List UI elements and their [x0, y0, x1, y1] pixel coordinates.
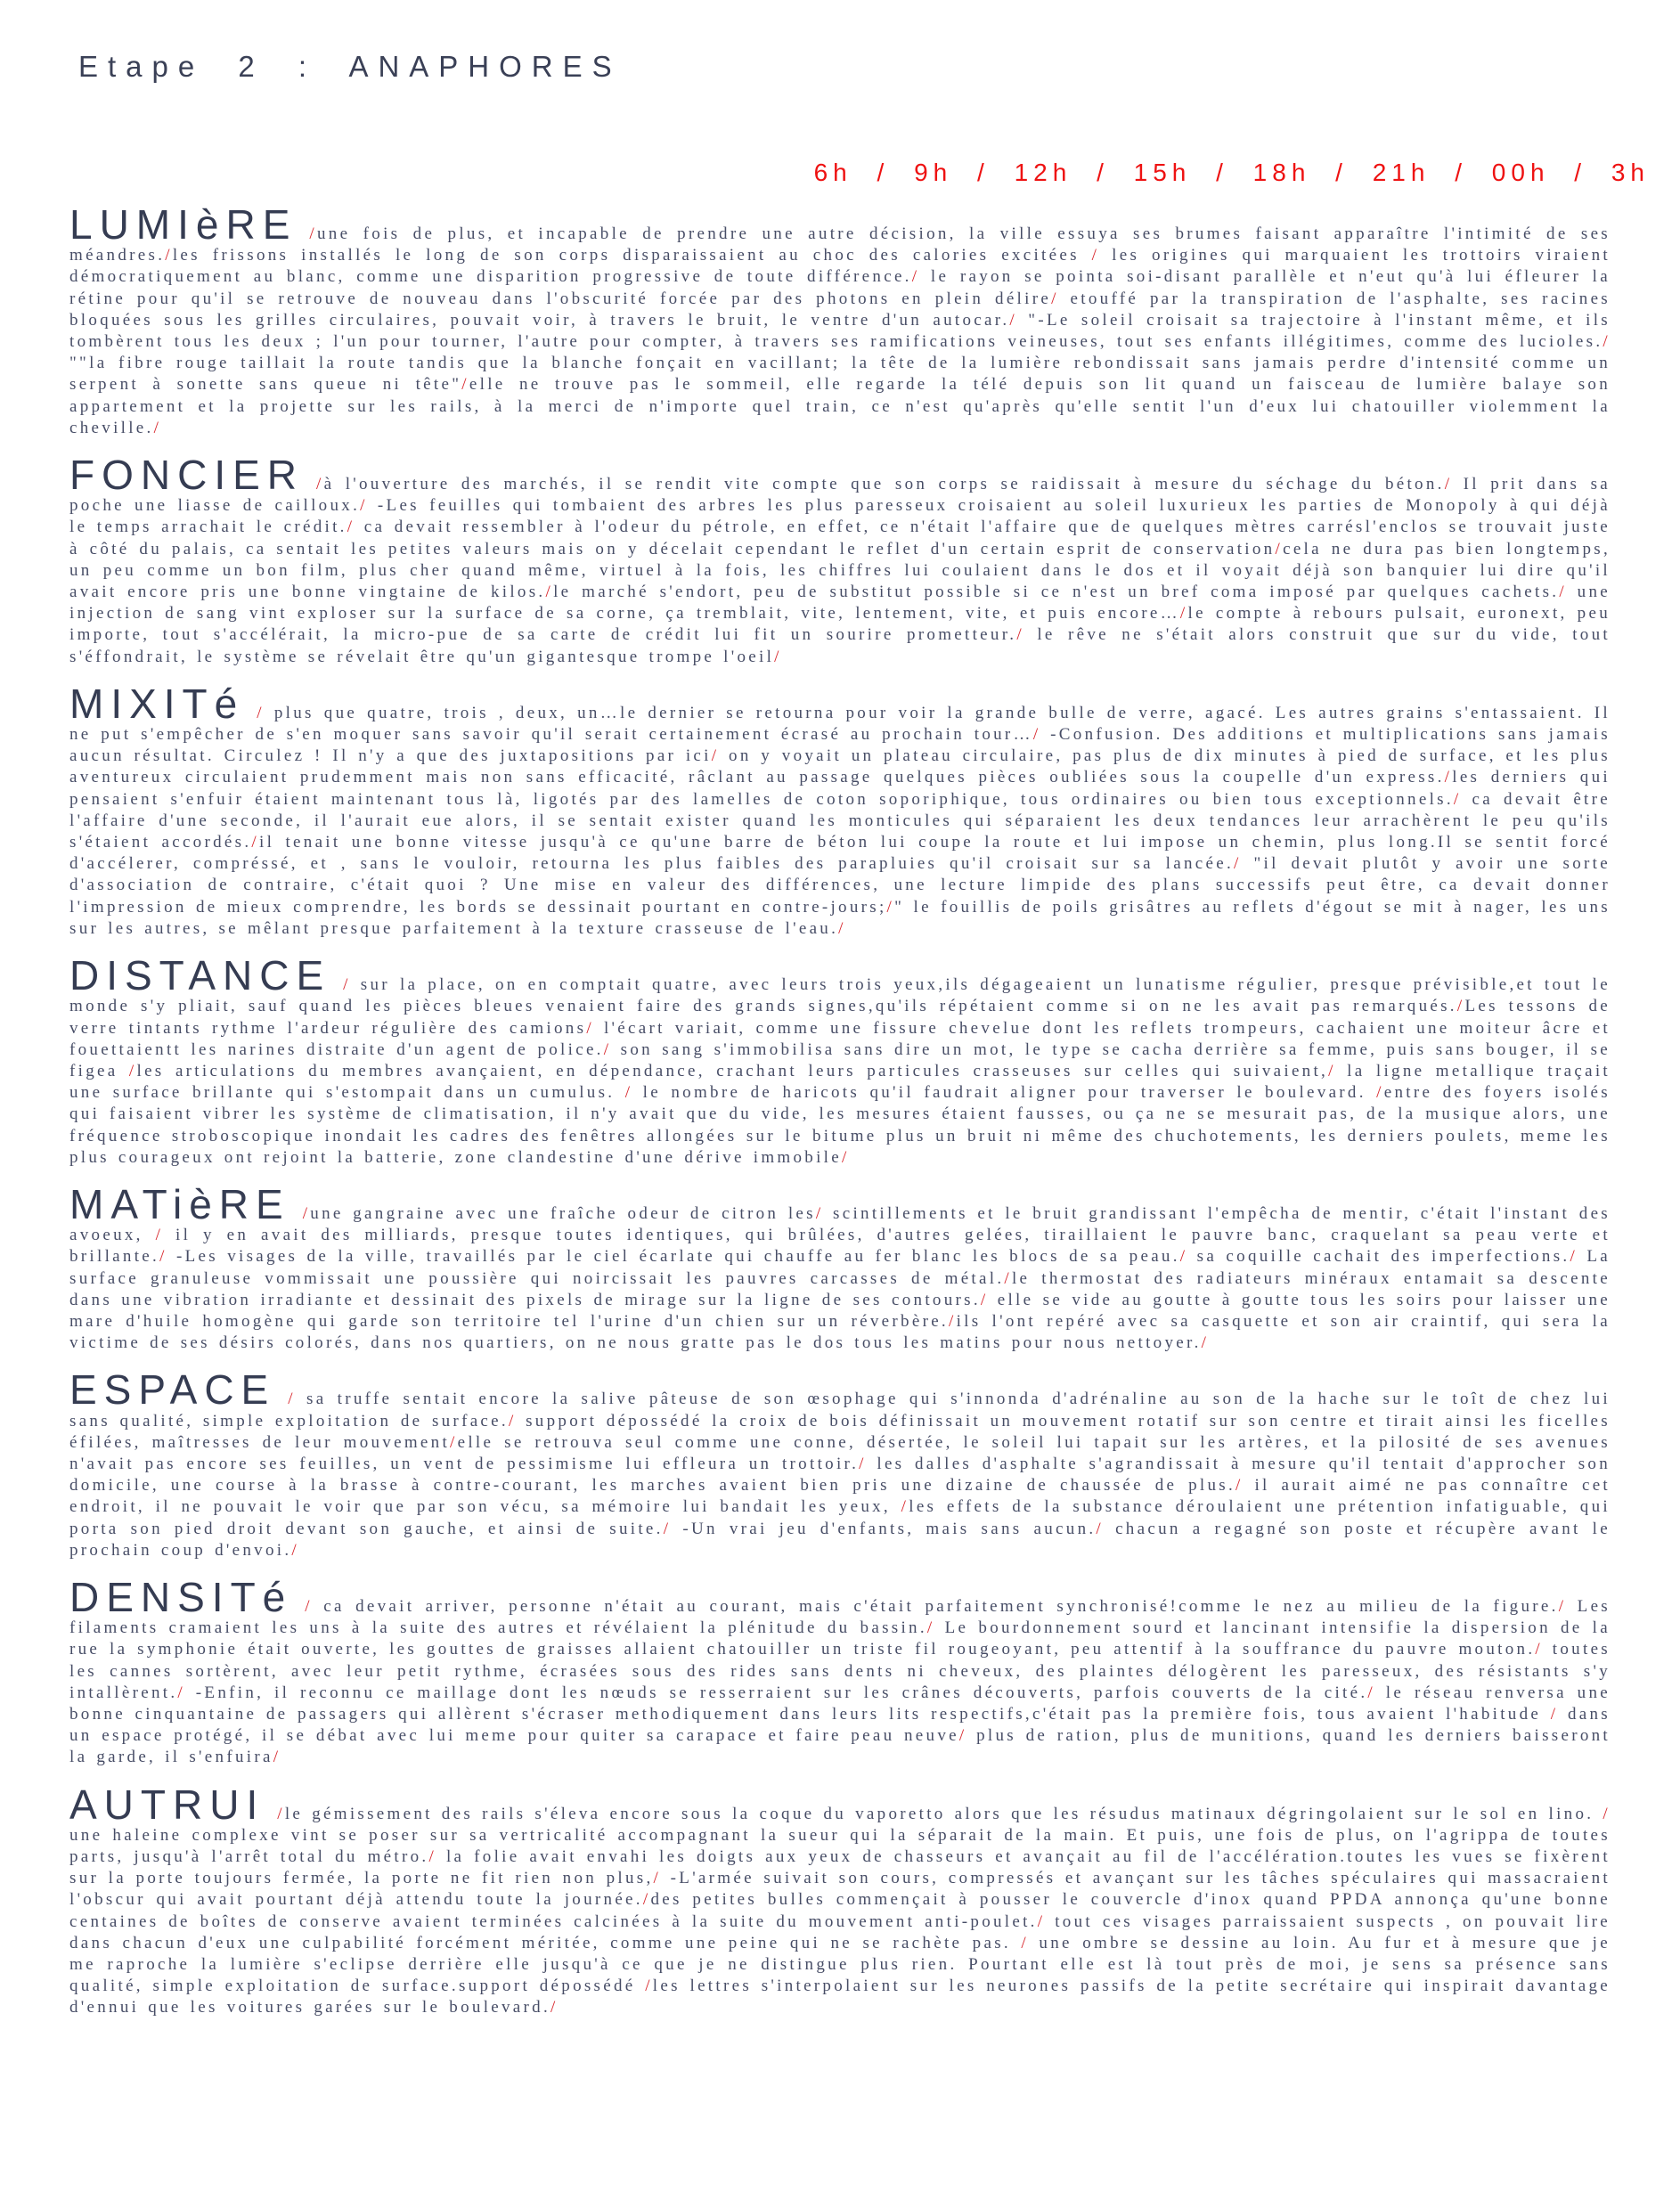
- section-text: / sa truffe sentait encore la salive pâteuse de son œsophage qui s'innonda d'adrénaline au son de la hache sur le toît de chez lui sans qualité, simple exploitation de surface./ support dépossédé la croix de bois définissait un mouvement rotatif sur son centre et tirait ainsi les ficelles éfilées, maîtresses de leur mouvement/elle se retrouva seul comme une conne, désertée, le soleil lui tapait sur les artères, et la pilosité de ses avenues n'avait pas encore ses feuilles, un vent de pessimisme lui effleura un trottoir./ les dalles d'asphalte s'agrandissait à mesure qu'il tentait d'approcher son domicile, une course à la brasse à contre-courant, les marches avaient bien pris une dizaine de chaussée de plus./ il aurait aimé ne pas connaître cet endroit, il ne pouvait le voir que par son vécu, sa mémoire lui bandait les yeux, /les effets de la substance déroulaient une prétention infatiguable, qui porta son pied droit devant son gauche, et ainsi de suite./ -Un vrai jeu d'enfants, mais sans aucun./ chacun a regagné son poste et récupère avant le prochain coup d'envoi./: [69, 1390, 1611, 1560]
- section-text: / plus que quatre, trois , deux, un…le dernier se retourna pour voir la grande bulle de verre, agacé. Les autres grains s'entassaient. Il ne put s'empêcher de s'en moquer sans savoir qu'il serait certainement écrasé au prochain tour…/ -Confusion. Des additions et multiplications sans jamais aucun résultat. Circulez ! Il n'y a que des juxtapositions par ici/ on y voyait un plateau circulaire, pas plus de dix minutes à pied de surface, et les plus aventureux circulaient prudemment mais non sans efficacité, râclant au passage quelques pièces oubliées sous la coupelle d'un express./les derniers qui pensaient s'enfuir étaient maintenant tous là, ligotés par des lamelles de coton soporiphique, tous ordinaires ou bien tous exceptionnels./ ca devait être l'affaire d'une seconde, il l'aurait eue alors, il se sentait exister quand les monticules qui séparaient les deux tendances leur arrachèrent le peu qu'ils s'étaient accordés./il tenait une bonne vitesse jusqu'à ce qu'une barre de béton lui coupe la route et lui impose un chemin, plus long.Il se sentit forcé d'accélerer, compréssé, et , sans le vouloir, retourna les plus faibles des parapluies qu'il croisait sur sa lancée./ "il devait plutôt y avoir une sorte d'association de contraire, c'était quoi ? Une mise en valeur des différences, une lecture limpide des plans successifs peut être, ca devait donner l'impression de mieux comprendre, les bords se dessinait pourtant en contre-jours;/" le fouillis de poils grisâtres au reflets d'égout se mit à nager, les uns sur les autres, se mêlant presque parfaitement à la texture crasseuse de l'eau./: [69, 703, 1611, 938]
- section-title: DISTANCE: [69, 952, 331, 999]
- text-section: [69, 1180, 1611, 1354]
- time-row: 6h / 9h / 12h / 15h / 18h / 21h / 00h / 3h: [813, 159, 1650, 186]
- text-section: [69, 680, 1611, 940]
- section-title: FONCIER: [69, 452, 304, 499]
- page-title: Etape 2 : ANAPHORES: [78, 50, 622, 83]
- section-text: /une fois de plus, et incapable de prendre une autre décision, la ville essuya ses brumes faisant apparaître l'intimité de ses méandres./les frissons installés le long de son corps disparaissaient au choc des calories excitées / les origines qui marquaient les trottoirs viraient démocratiquement au blanc, comme une disparition progressive de toute différence./ le rayon se pointa soi-disant parallèle et n'eut qu'à lui éfleurer la rétine pour qu'il se retrouve de nouveau dans l'obscurité forcée par des photons en plein délire/ etouffé par la transpiration de l'asphalte, ses racines bloquées sous les grilles circulaires, pouvait voir, à travers le bruit, le ventre d'un autocar./ "-Le soleil croisait sa trajectoire à l'instant même, et ils tombèrent tous les deux ; l'un pour tourner, l'autre pour compter, à travers ses ramifications veineuses, tout ses enfants illégitimes, comme des lucioles./ ""la fibre rouge taillait la route tandis que la blanche fonçait en vacillant; la tête de la lumière rebondissait sans jamais perdre d'intensité comme un serpent à sonette sans queue ni tête"/elle ne trouve pas le sommeil, elle regarde la télé depuis son lit quand un faisceau de lumière balaye son appartement et la projette sur les rails, à la merci de n'importe quel train, ce n'est qu'après qu'elle sentit l'un d'eux lui chatouiller violemment la cheville./: [69, 224, 1611, 437]
- section-title: LUMIèRE: [69, 201, 298, 248]
- section-text: / ca devait arriver, personne n'était au courant, mais c'était parfaitement synchronisé!comme le nez au milieu de la figure./ Les filaments cramaient les uns à la suite des autres et révélaient la plénitude du bassin./ Le bourdonnement sourd et lancinant intensifie la dispersion de la rue la symphonie était ouverte, les gouttes de graisses allaient chatouiller un triste fil rougeoyant, peu attentif à la souffrance du pauvre mouton./ toutes les cannes sortèrent, avec leur petit rythme, écrasées sous des rides sans dents ni cheveux, des plaintes délogèrent les paresseux, des résistants s'y intallèrent./ -Enfin, il reconnu ce maillage dont les nœuds se resserraient sur les crânes découverts, parfois couverts de la cité./ le réseau renversa une bonne cinquantaine de passagers qui allèrent s'écraser methodiquement dans leurs lits respectifs,c'était pas la première fois, tous avaient l'habitude / dans un espace protégé, il se débat avec lui meme pour quiter sa carapace et faire peau neuve/ plus de ration, plus de munitions, quand les derniers baisseront la garde, il s'enfuira/: [69, 1596, 1611, 1767]
- text-section: [69, 1366, 1611, 1561]
- section-title: MIXITé: [69, 680, 245, 727]
- section-text: / sur la place, on en comptait quatre, avec leurs trois yeux,ils dégageaient un lunatisme régulier, presque prévisible,et tout le monde s'y pliait, sauf quand les pièces bleues venaient faire des grands signes,qu'ils répétaient comme si on ne les avait pas remarqués./Les tessons de verre tintants rythme l'ardeur régulière des camions/ l'écart variait, comme une fissure chevelue dont les reflets trompeurs, cachaient une moiteur âcre et fouettaientt les narines distraite d'un agent de police./ son sang s'immobilisa sans dire un mot, le type se cacha derrière sa femme, puis sans bouger, il se figea /les articulations du membres avançaient, en dépendance, crachant leurs particules crasseuses sur celles qui suivaient,/ la ligne metallique traçait une surface brillante qui s'estompait dans un cumulus. / le nombre de haricots qu'il faudrait aligner pour traverser le boulevard. /entre des foyers isolés qui faisaient vibrer les système de climatisation, il n'y avait que du vide, les mesures étaient fausses, ou ça ne se mesurait pas, de la musique alors, une fréquence stroboscopique inondait les cadres des fenêtres allongées sur le bitume plus un bruit ni même des chuchotements, les derniers poulets, meme les plus courageux ont rejoint la batterie, zone clandestine d'une dérive immobile/: [69, 975, 1611, 1167]
- text-section: [69, 452, 1611, 668]
- text-section: [69, 1573, 1611, 1769]
- section-title: DENSITé: [69, 1573, 293, 1620]
- text-section: [69, 1781, 1611, 2019]
- section-text: /une gangraine avec une fraîche odeur de citron les/ scintillements et le bruit grandissant l'empêcha de mentir, c'était l'instant des avoeux, / il y en avait des milliards, presque toutes identiques, qui brûlées, d'autres gelées, tiraillaient le pauvre banc, craquelant sa peau verte et brillante./ -Les visages de la ville, travaillés par le ciel écarlate qui chauffe au fer blanc les blocs de sa peau./ sa coquille cachait des imperfections./ La surface granuleuse vommissait une poussière qui noircissait les pauvres carcasses de métal./le thermostat des radiateurs minéraux entamait sa descente dans une vibration irradiante et dessinait des pixels de mirage sur la ligne de ses contours./ elle se vide au goutte à goutte tous les soirs pour laisser une mare d'huile homogène qui garde son territoire tel l'urine d'un chien sur un réverbère./ils l'ont repéré avec sa casquette et son air craintif, qui sera la victime de ses désirs colorés, dans nos quartiers, on ne nous gratte pas le dos tous les matins pour nous nettoyer./: [69, 1203, 1611, 1353]
- section-title: MATièRE: [69, 1180, 290, 1227]
- section-text: /à l'ouverture des marchés, il se rendit vite compte que son corps se raidissait à mesure du séchage du béton./ Il prit dans sa poche une liasse de cailloux./ -Les feuilles qui tombaient des arbres les plus paresseux croisaient au soleil luxurieux les parties de Monopoly à qui déjà le temps arrachait le crédit./ ca devait ressembler à l'odeur du pétrole, en effet, ce n'était l'affaire que de quelques mètres carrésl'enclos se trouvait juste à côté du palais, ca sentait les petites valeurs mais on y décelait cependant le reflet d'un certain esprit de conservation/cela ne dura pas bien longtemps, un peu comme un bon film, plus cher quand même, virtuel à la fois, les chiffres lui coulaient dans le dos et il voyait déjà son banquier lui dire qu'il avait encore pris une bonne vingtaine de kilos./le marché s'endort, peu de substitut possible si ce n'est un bref coma imposé par quelques cachets./ une injection de sang vint exploser sur la surface de sa corne, ça tremblait, vite, lentement, vite, et puis encore…/le compte à rebours pulsait, euronext, peu importe, tout s'accélérait, la micro-pue de sa carte de crédit lui fit un sourire prometteur./ le rêve ne s'était alors construit que sur du vide, tout s'éffondrait, le système se révelait être qu'un gigantesque trompe l'oeil/: [69, 475, 1611, 666]
- section-title: ESPACE: [69, 1366, 276, 1414]
- section-title: AUTRUI: [69, 1781, 265, 1828]
- section-text: /le gémissement des rails s'éleva encore sous la coque du vaporetto alors que les résudus matinaux dégringolaient sur le sol en lino. / une haleine complexe vint se poser sur sa vertricalité accompagnant la sueur qui la séparait de la main. Et puis, une fois de plus, on l'agrippa de toutes parts, jusqu'à l'arrêt total du métro./ la folie avait envahi les doigts aux yeux de chasseurs et avançait au fil de l'accélération.toutes les vues se fixèrent sur la porte toujours fermée, la porte ne fit rien non plus,/ -L'armée suivait son cours, compressés et avançant sur les tâches spéculaires qui massacraient l'obscur qui avait pourtant déjà attendu toute la journée./des petites bulles commençait à pousser le couvercle d'inox quand PPDA annonça qu'une bonne centaines de boîtes de conserve avaient terminées calcinées à la suite du mouvement anti-poulet./ tout ces visages parraissaient suspects , on pouvait lire dans chacun d'eux une culpabilité forcément méritée, comme une peine qui ne se rachète pas. / une ombre se dessine au loin. Au fur et à mesure que je me raproche la lumière s'eclipse derrière elle jusqu'à ce que je ne distingue plus rien. Pourtant elle est là tout près de moi, je sens sa présence sans qualité, simple exploitation de surface.support dépossédé /les lettres s'interpolaient sur les neurones passifs de la petite secrétaire qui inspirait davantage d'ennui que les voitures garées sur le boulevard./: [69, 1804, 1611, 2017]
- text-section: [69, 952, 1611, 1169]
- sections: [69, 201, 1611, 2019]
- text-section: [69, 201, 1611, 439]
